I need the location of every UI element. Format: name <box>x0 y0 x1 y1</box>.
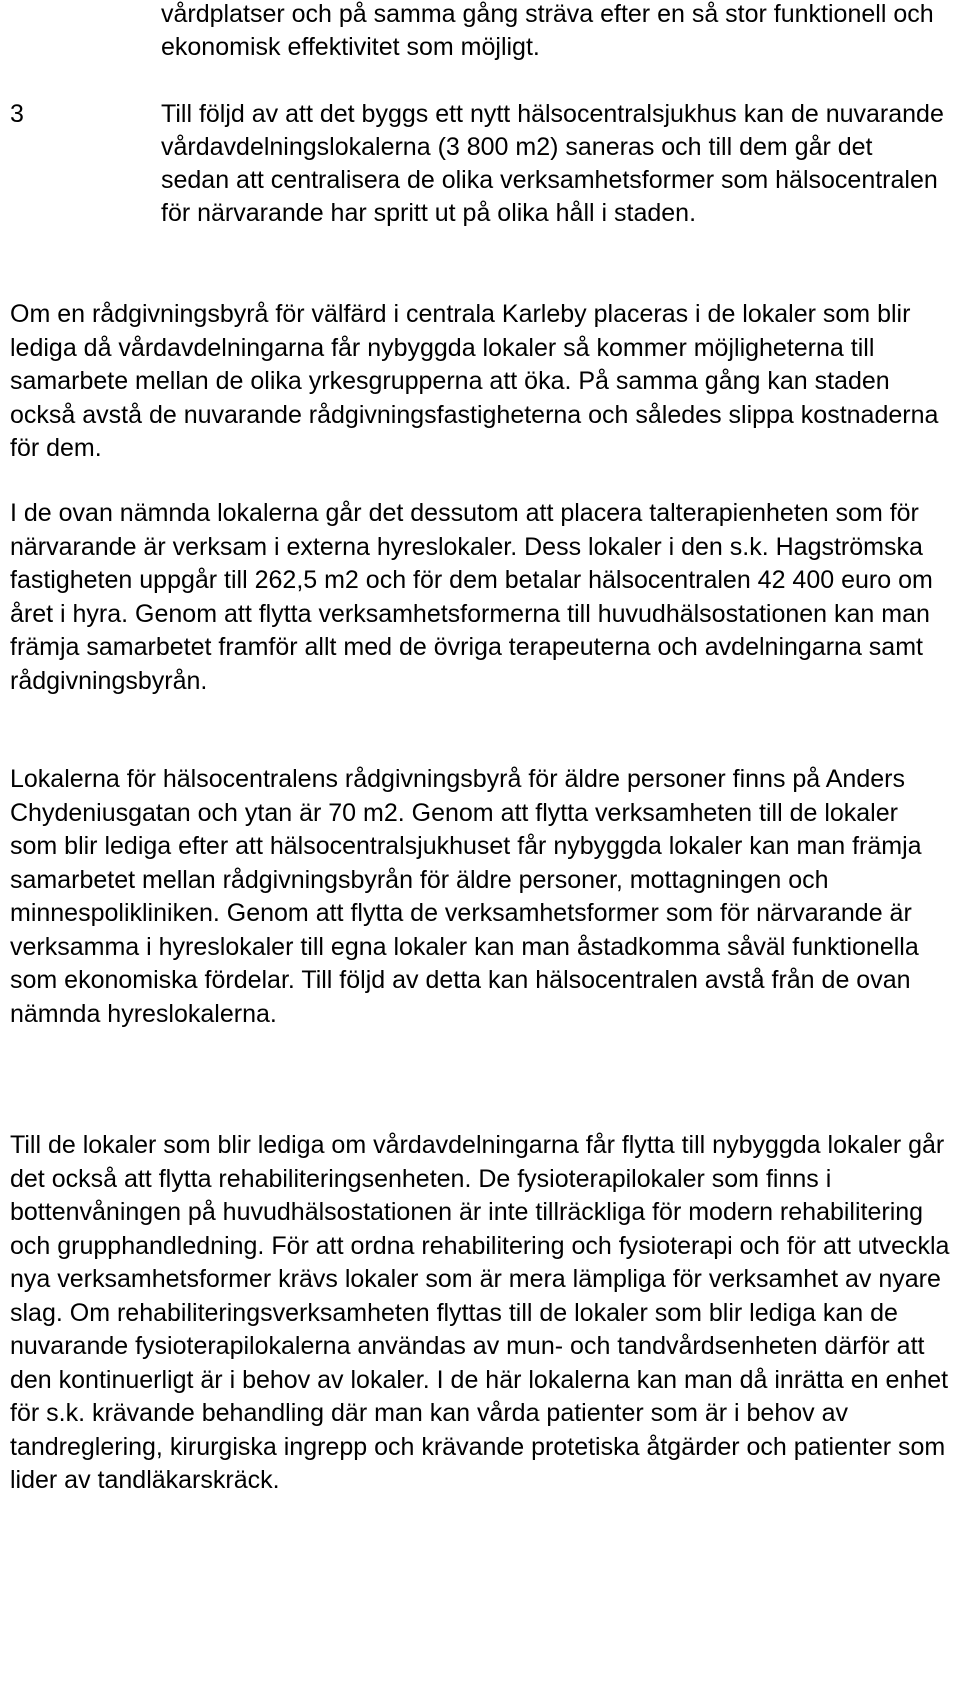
list-item-text: Till följd av att det byggs ett nytt hälsocentralsjukhus kan de nuvarande vårdavdelningslokalerna (3 800 m2) saneras och till dem går det sedan att centralisera de olika verksamhetsformer som hälsocentralen för närvarande har spritt ut på olika håll i staden. <box>161 100 944 227</box>
paragraph-1: Om en rådgivningsbyrå för välfärd i centrala Karleby placeras i de lokaler som blir lediga då vårdavdelningarna får nybyggda lokaler så kommer möjligheterna till samarbete mellan de olika yrkesgrupperna att öka. På samma gång kan staden också avstå de nuvarande rådgivningsfastigheterna och således slippa kostnaderna för dem. <box>10 300 939 462</box>
paragraph-4: Till de lokaler som blir lediga om vårdavdelningarna får flytta till nybyggda lokaler går det också att flytta rehabiliteringsenheten. De fysioterapilokaler som finns i bottenvåningen på huvudhälsostationen är inte tillräckliga för modern rehabilitering och grupphandledning. För att ordna rehabilitering och fysioterapi och för att utveckla nya verksamhetsformer krävs lokaler som är mera lämpliga för verksamhet av nyare slag. Om rehabiliteringsverksamheten flyttas till de lokaler som blir lediga kan de nuvarande fysioterapilokalerna användas av mun- och tandvårdsenheten därför att den kontinuerligt är i behov av lokaler. I de här lokalerna kan man då inrätta en enhet för s.k. krävande behandling där man kan vårda patienter som är i behov av tandreglering, kirurgiska ingrepp och krävande protetiska åtgärder och patienter som lider av tandläkarskräck. <box>10 1131 950 1494</box>
paragraph-3: Lokalerna för hälsocentralens rådgivningsbyrå för äldre personer finns på Anders Chydeniusgatan och ytan är 70 m2. Genom att flytta verksamheten till de lokaler som blir lediga efter att hälsocentralsjukhuset får nybyggda lokaler kan man främja samarbetet mellan rådgivningsbyrån för äldre personer, mottagningen och minnespolikliniken. Genom att flytta de verksamhetsformer som för närvarande är verksamma i hyreslokaler till egna lokaler kan man åstadkomma såväl funktionella som ekonomiska fördelar. Till följd av detta kan hälsocentralen avstå från de ovan nämnda hyreslokalerna. <box>10 765 922 1028</box>
continuation-text: vårdplatser och på samma gång sträva efter en så stor funktionell och ekonomisk effektivitet som möjligt. <box>161 0 934 61</box>
list-number: 3 <box>10 100 24 128</box>
paragraph-2: I de ovan nämnda lokalerna går det dessutom att placera talterapienheten som för närvarande är verksam i externa hyreslokaler. Dess lokaler i den s.k. Hagströmska fastigheten uppgår till 262,5 m2 och för dem betalar hälsocentralen 42 400 euro om året i hyra. Genom att flytta verksamhetsformerna till huvudhälsostationen kan man främja samarbetet framför allt med de övriga terapeuterna och avdelningarna samt rådgivningsbyrån. <box>10 499 933 695</box>
